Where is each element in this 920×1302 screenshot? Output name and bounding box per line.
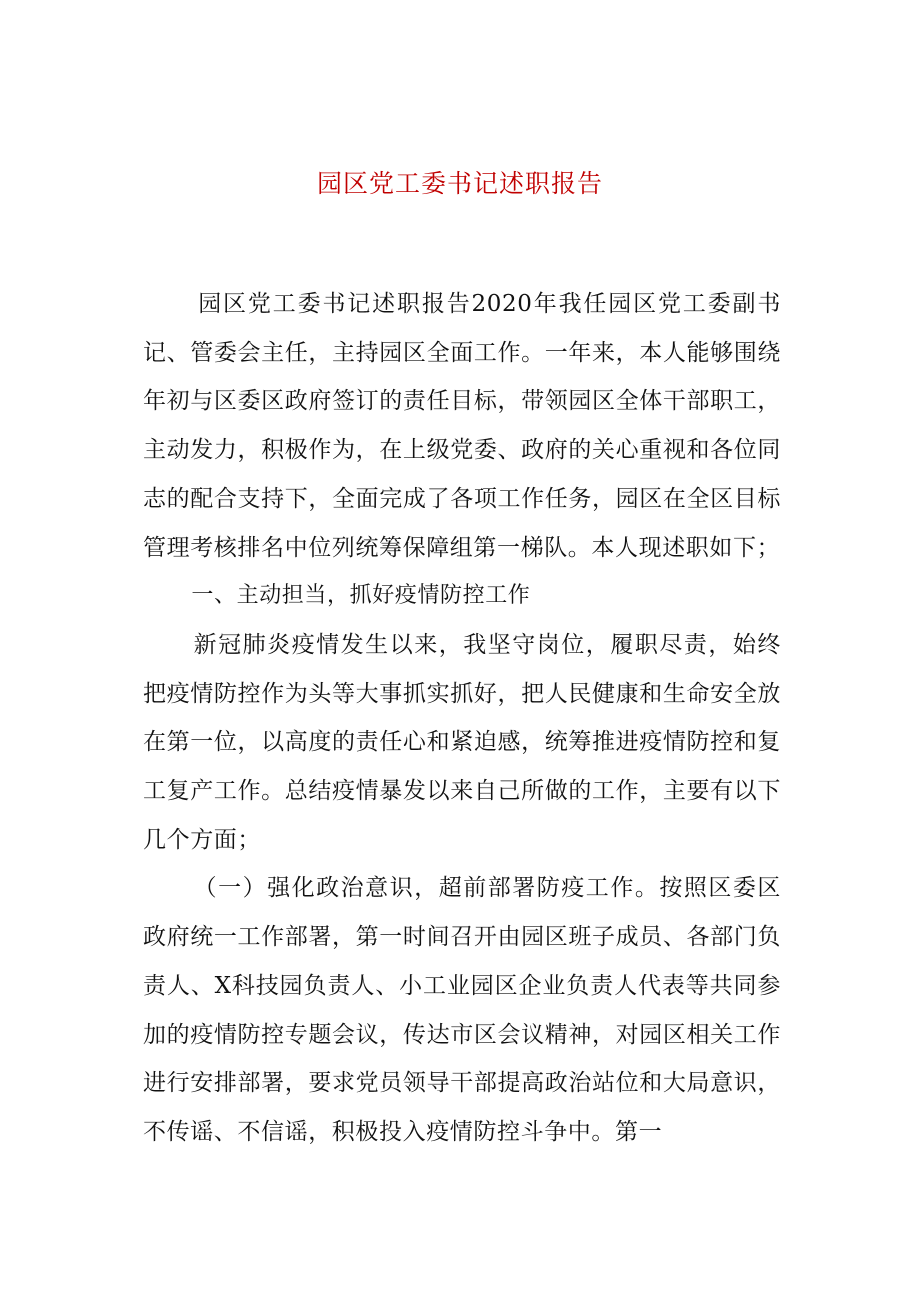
body-paragraph: 新冠肺炎疫情发生以来，我坚守岗位，履职尽责，始终把疫情防控作为头等大事抓实抓好，把人民健康和生命安全放在第一位，以高度的责任心和紧迫感，统筹推进疫情防控和复工复产工作。总结疫情暴发以来自己所做的工作，主要有以下几个方面； xyxy=(143,631,781,853)
document-body xyxy=(143,280,781,1157)
document-title: 园区党工委书记述职报告 xyxy=(316,169,603,198)
section-heading: 一、主动担当，抓好疫情防控工作 xyxy=(191,583,531,609)
body-paragraph: （一）强化政治意识，超前部署防疫工作。按照区委区政府统一工作部署，第一时间召开由园区班子成员、各部门负责人、X科技园负责人、小工业园区企业负责人代表等共同参加的疫情防控专题会议，传达市区会议精神，对园区相关工作进行安排部署，要求党员领导干部提高政治站位和大局意识，不传谣、不信谣，积极投入疫情防控斗争中。第一 xyxy=(143,875,781,1145)
intro-paragraph: 园区党工委书记述职报告2020年我任园区党工委副书记、管委会主任，主持园区全面工作。一年来，本人能够围绕年初与区委区政府签订的责任目标，带领园区全体干部职工，主动发力，积极作为，在上级党委、政府的关心重视和各位同志的配合支持下，全面完成了各项工作任务，园区在全区目标管理考核排名中位列统筹保障组第一梯队。本人现述职如下； xyxy=(143,291,781,561)
